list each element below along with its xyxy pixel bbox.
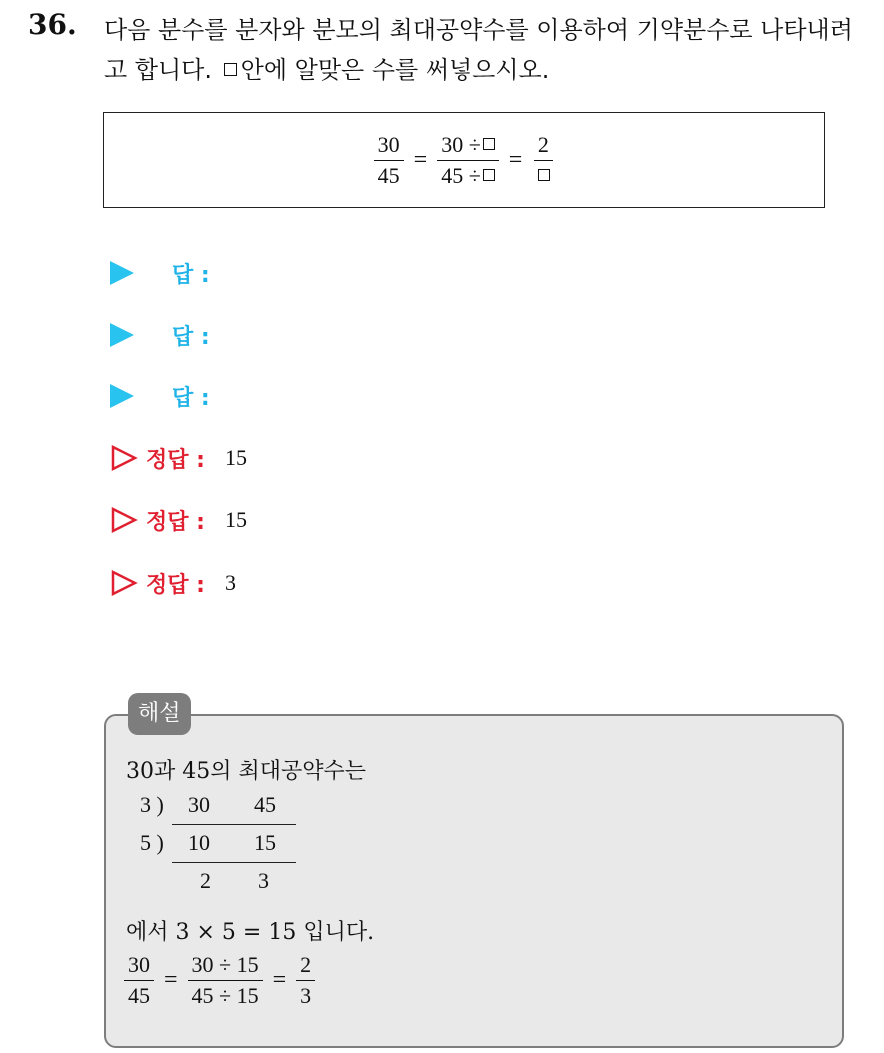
divisor: 3 ): [140, 792, 164, 817]
answer-blank-row-2[interactable]: [110, 320, 210, 350]
fraction-denominator: 45: [128, 983, 150, 1008]
fraction-original: [124, 952, 154, 1009]
division-rule: [172, 862, 296, 863]
outline-triangle-icon: [110, 444, 146, 472]
question-text-part2: 안에 알맞은 수를 써넣으시오.: [240, 56, 550, 84]
explanation-line-1: 30과 45의 최대공약수는: [126, 759, 366, 784]
equals-sign: =: [272, 967, 287, 993]
fraction-original: [374, 132, 404, 189]
fraction-numerator: 30 ÷: [437, 132, 499, 161]
blue-triangle-icon: [110, 261, 134, 285]
explanation-tag: 해설: [128, 693, 191, 735]
correct-value: 15: [224, 507, 247, 532]
answer-label: 답 :: [172, 262, 210, 288]
outline-triangle-icon: [110, 569, 146, 597]
explanation-line-2: 에서 3 × 5 = 15 입니다.: [126, 920, 375, 945]
fraction-result: [532, 132, 554, 189]
correct-answer-row-1: [110, 443, 247, 473]
blue-triangle-icon: [110, 323, 134, 347]
division-value: 30: [188, 792, 210, 817]
question-number: 36.: [28, 8, 77, 41]
explanation-final-equation: [120, 952, 319, 1009]
correct-label: 정답 :: [146, 447, 205, 473]
fraction-numerator: 30: [124, 952, 154, 981]
division-value: 3: [258, 868, 269, 893]
fraction-numerator: 2: [534, 132, 553, 161]
correct-value: 3: [224, 570, 236, 595]
outline-triangle-icon: [110, 506, 146, 534]
division-value: 45: [254, 792, 276, 817]
fraction-division: [188, 952, 263, 1009]
fraction-numerator: 30: [374, 132, 404, 161]
answer-label: 답 :: [172, 324, 210, 350]
equals-sign: =: [413, 146, 428, 173]
answer-blank-row-1[interactable]: [110, 258, 210, 288]
formula-equation: [104, 113, 824, 207]
fraction-denominator: 3: [300, 983, 312, 1008]
division-value: 15: [254, 830, 276, 855]
fraction-denominator: 45 ÷ 15: [191, 983, 259, 1008]
answer-blank-row-3[interactable]: [110, 381, 210, 411]
equals-sign: =: [508, 146, 523, 173]
correct-answer-row-2: [110, 505, 247, 535]
division-value: 2: [200, 868, 211, 893]
blank-square-icon: [483, 138, 495, 150]
blank-square-icon: [538, 169, 550, 181]
fraction-result: [296, 952, 315, 1009]
division-rule: [172, 824, 296, 825]
correct-label: 정답 :: [146, 509, 205, 535]
blue-triangle-icon: [110, 384, 134, 408]
formula-box: [103, 112, 825, 208]
equals-sign: =: [164, 967, 178, 993]
answer-label: 답 :: [172, 385, 210, 411]
fraction-denominator: 45 ÷: [437, 161, 499, 189]
correct-value: 15: [224, 445, 247, 470]
blank-square-icon: [224, 63, 237, 76]
division-value: 10: [188, 830, 210, 855]
divisor: 5 ): [140, 830, 164, 855]
blank-square-icon: [483, 169, 495, 181]
correct-answer-row-3: [110, 568, 236, 598]
correct-label: 정답 :: [146, 572, 205, 598]
fraction-denominator: 45: [377, 162, 400, 188]
fraction-numerator: 2: [296, 952, 315, 981]
fraction-denominator: [532, 161, 554, 189]
fraction-numerator: 30 ÷ 15: [188, 952, 263, 981]
fraction-division: [437, 132, 499, 189]
question-text-part1: 다음 분수를 분자와 분모의 최대공약수를 이용하여 기약분수로 나타내려고 합니다.: [104, 16, 853, 84]
question-text: [104, 10, 864, 90]
